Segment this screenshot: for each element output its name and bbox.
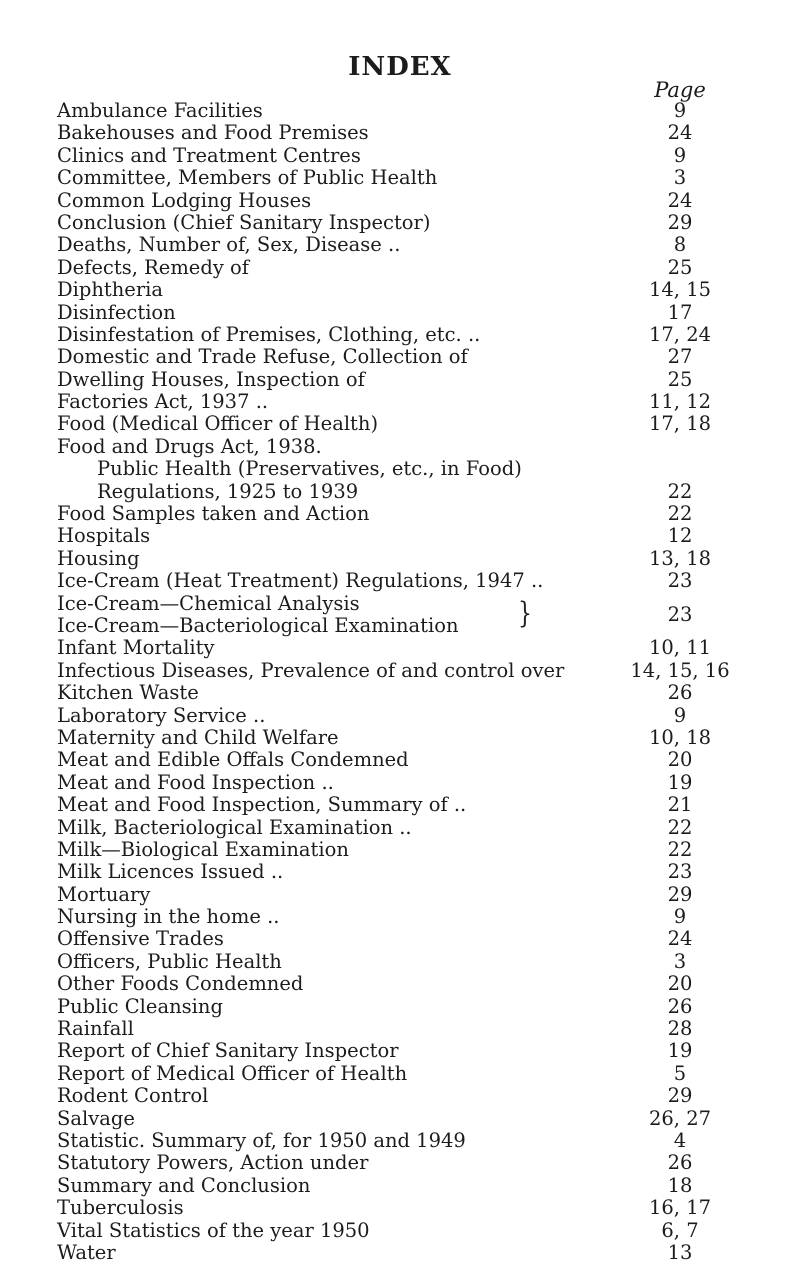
entry-page: 3 [673,949,687,973]
entry-page: 24 [667,188,693,212]
index-entry [0,1063,800,1085]
entry-page: 17, 24 [648,322,712,346]
entry-label: Statutory Powers, Action under [57,1151,369,1175]
index-entry [0,570,800,592]
entry-label: Conclusion (Chief Sanitary Inspector) [57,210,431,234]
index-entry [0,1175,800,1197]
entry-page: 13 [667,1240,693,1264]
index-entry [0,279,800,301]
index-entry [0,391,800,413]
entry-label: Diphtheria [57,278,164,302]
group-brace: } [518,597,532,631]
entry-label: Ambulance Facilities [57,99,263,122]
entry-page: 17, 18 [648,412,712,436]
index-entry [0,122,800,144]
index-entry [0,727,800,749]
index-entry [0,1018,800,1040]
index-entry [0,839,800,861]
entry-page: 13, 18 [648,546,712,570]
entry-page: 25 [667,367,693,391]
index-entry [0,637,800,659]
entry-label: Officers, Public Health [57,949,282,973]
entry-label: Ice-Cream—Chemical Analysis [57,591,360,615]
entry-page: 5 [673,1061,687,1085]
entry-label: Maternity and Child Welfare [57,725,339,749]
entry-page: 6, 7 [661,1218,699,1242]
entry-label: Clinics and Treatment Centres [57,143,361,167]
entry-label: Meat and Food Inspection, Summary of .. [57,793,467,817]
index-entry [0,884,800,906]
index-entry [0,1085,800,1107]
entry-label: Committee, Members of Public Health [57,166,438,190]
entry-label: Hospitals [57,524,151,548]
entry-label: Other Foods Condemned [57,972,304,996]
entry-label: Kitchen Waste [57,681,199,705]
entry-page: 22 [667,837,693,861]
entry-page: 9 [673,99,687,122]
entry-page: 23 [667,602,693,626]
index-entry [0,1108,800,1130]
entry-label: Vital Statistics of the year 1950 [57,1218,370,1242]
index-entry [0,615,800,637]
index-entry [0,928,800,950]
entry-label: Public Cleansing [57,994,223,1018]
entry-page: 23 [667,569,693,593]
entry-page: 29 [667,1084,693,1108]
index-entry [0,458,800,480]
entry-label: Deaths, Number of, Sex, Disease .. [57,233,401,257]
entry-page: 11, 12 [648,390,712,414]
entry-label: Water [57,1240,116,1264]
index-entry [0,302,800,324]
entry-page: 26 [667,681,693,705]
entry-page: 18 [667,1173,693,1197]
page-title: INDEX [348,52,452,82]
entry-label: Ice-Cream (Heat Treatment) Regulations, 1947 .. [57,569,544,593]
entry-label: Factories Act, 1937 .. [57,390,269,414]
entry-page: 29 [667,882,693,906]
entry-page: 27 [667,345,693,369]
entry-label: Food (Medical Officer of Health) [57,412,379,436]
entry-label: Infant Mortality [57,636,215,660]
entry-label: Salvage [57,1106,135,1130]
entry-label: Common Lodging Houses [57,188,312,212]
entry-label: Bakehouses and Food Premises [57,121,369,145]
entry-label: Milk—Biological Examination [57,837,349,861]
entry-page: 16, 17 [648,1196,712,1220]
entry-label: Public Health (Preservatives, etc., in Food) [97,457,522,481]
entry-page: 12 [667,524,693,548]
entry-label: Mortuary [57,882,151,906]
index-entry [0,503,800,525]
entry-label: Housing [57,546,140,570]
index-entry [0,346,800,368]
entry-label: Offensive Trades [57,927,224,951]
entry-page: 26 [667,1151,693,1175]
entry-page: 14, 15, 16 [630,658,730,682]
entry-label: Infectious Diseases, Prevalence of and control over [57,658,565,682]
entry-page: 19 [667,770,693,794]
entry-label: Food Samples taken and Action [57,502,370,526]
index-entry [0,257,800,279]
entry-page: 19 [667,1039,693,1063]
index-entry [0,749,800,771]
entry-label: Statistic. Summary of, for 1950 and 1949 [57,1128,466,1152]
entry-label: Ice-Cream—Bacteriological Examination [57,613,459,637]
entry-page: 24 [667,121,693,145]
index-entry [0,1242,800,1264]
entry-page: 4 [673,1128,687,1152]
entry-page: 9 [673,143,687,167]
entry-label: Nursing in the home .. [57,905,280,929]
index-entry [0,324,800,346]
entry-page: 28 [667,1017,693,1041]
entry-page: 29 [667,210,693,234]
entry-label: Disinfection [57,300,176,324]
entry-page: 9 [673,703,687,727]
entry-page: 25 [667,255,693,279]
entry-label: Food and Drugs Act, 1938. [57,434,322,458]
page-column-heading: Page [654,78,706,102]
entry-label: Regulations, 1925 to 1939 [97,479,359,503]
index-entry [0,772,800,794]
index-entry [0,525,800,547]
entry-label: Disinfestation of Premises, Clothing, etc. .. [57,322,481,346]
index-entry [0,951,800,973]
index-entry [0,794,800,816]
entry-label: Domestic and Trade Refuse, Collection of [57,345,468,369]
index-entry [0,548,800,570]
entry-label: Rodent Control [57,1084,209,1108]
entry-label: Summary and Conclusion [57,1173,311,1197]
entry-label: Dwelling Houses, Inspection of [57,367,365,391]
index-entry [0,861,800,883]
index-entry [0,212,800,234]
index-entry [0,817,800,839]
index-entry [0,996,800,1018]
entry-page: 21 [667,793,693,817]
index-entry [0,1130,800,1152]
entry-label: Meat and Edible Offals Condemned [57,748,409,772]
index-entry [0,906,800,928]
index-entry [0,234,800,256]
index-entry [0,973,800,995]
entry-label: Tuberculosis [57,1196,184,1220]
entry-page: 22 [667,502,693,526]
entry-page: 10, 18 [648,725,712,749]
index-entry [0,369,800,391]
entry-page: 14, 15 [648,278,712,302]
entry-page: 26 [667,994,693,1018]
entry-page: 10, 11 [648,636,712,660]
entry-page: 22 [667,815,693,839]
entry-page: 20 [667,972,693,996]
index-entry [0,1197,800,1219]
entry-page: 23 [667,860,693,884]
entry-label: Report of Medical Officer of Health [57,1061,408,1085]
entry-label: Report of Chief Sanitary Inspector [57,1039,399,1063]
index-entry [0,100,800,122]
index-entry [0,145,800,167]
entry-page: 9 [673,905,687,929]
index-entry [0,436,800,458]
index-entry [0,190,800,212]
entry-page: 3 [673,166,687,190]
entry-label: Milk, Bacteriological Examination .. [57,815,412,839]
index-entry [0,660,800,682]
entry-label: Laboratory Service .. [57,703,266,727]
index-entry [0,413,800,435]
index-entries [0,100,800,1264]
entry-label: Rainfall [57,1017,134,1041]
index-entry [0,1040,800,1062]
entry-label: Defects, Remedy of [57,255,250,279]
entry-page: 24 [667,927,693,951]
index-entry [0,705,800,727]
entry-page: 22 [667,479,693,503]
entry-page: 20 [667,748,693,772]
entry-label: Meat and Food Inspection .. [57,770,334,794]
entry-page: 8 [673,233,687,257]
index-entry [0,481,800,503]
entry-page: 26, 27 [648,1106,712,1130]
entry-page: 17 [667,300,693,324]
index-entry [0,1152,800,1174]
index-entry [0,167,800,189]
index-entry [0,682,800,704]
entry-label: Milk Licences Issued .. [57,860,284,884]
